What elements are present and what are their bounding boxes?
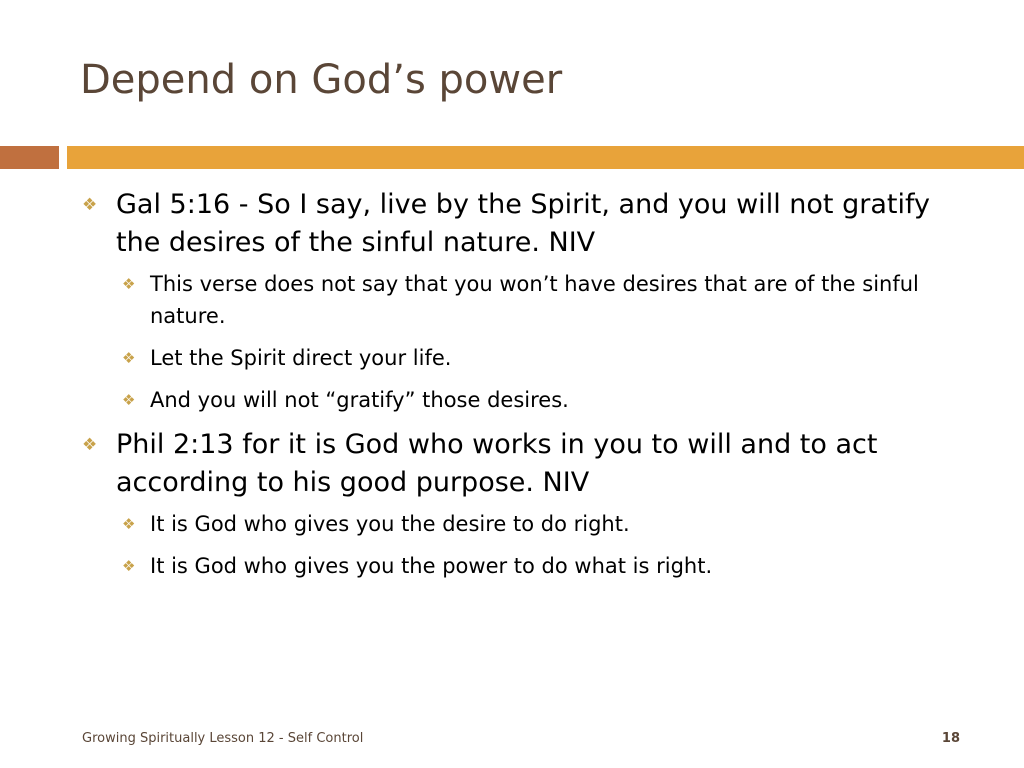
sub-bullet-item — [122, 508, 982, 540]
sub-bullet-item — [122, 384, 982, 416]
sub-bullet-item — [122, 342, 982, 374]
diamond-bullet-icon: ❖ — [82, 435, 98, 455]
diamond-bullet-icon: ❖ — [122, 557, 136, 575]
sub-bullet-text: It is God who gives you the desire to do right. — [150, 512, 630, 536]
diamond-bullet-icon: ❖ — [82, 195, 98, 215]
accent-bar-right — [67, 146, 1024, 169]
slide-title: Depend on God’s power — [80, 57, 563, 103]
diamond-bullet-icon: ❖ — [122, 391, 136, 409]
sub-bullet-text: It is God who gives you the power to do what is right. — [150, 554, 713, 578]
bullet-text: Phil 2:13 for it is God who works in you to will and to act according to his good purpose. NIV — [116, 429, 878, 498]
sub-bullet-item — [122, 268, 982, 332]
diamond-bullet-icon: ❖ — [122, 275, 136, 293]
bullet-item — [82, 186, 982, 262]
bullet-item — [82, 426, 982, 502]
accent-bar-left — [0, 146, 59, 169]
sub-bullet-text: Let the Spirit direct your life. — [150, 346, 452, 370]
sub-bullet-text: And you will not “gratify” those desires. — [150, 388, 569, 412]
content-body — [82, 186, 982, 592]
footer-text: Growing Spiritually Lesson 12 - Self Control — [82, 731, 364, 746]
bullet-text: Gal 5:16 - So I say, live by the Spirit, and you will not gratify the desires of the sinful nature. NIV — [116, 189, 930, 258]
diamond-bullet-icon: ❖ — [122, 515, 136, 533]
sub-bullet-text: This verse does not say that you won’t have desires that are of the sinful nature. — [150, 272, 919, 328]
sub-bullet-item — [122, 550, 982, 582]
diamond-bullet-icon: ❖ — [122, 349, 136, 367]
page-number: 18 — [941, 731, 960, 746]
